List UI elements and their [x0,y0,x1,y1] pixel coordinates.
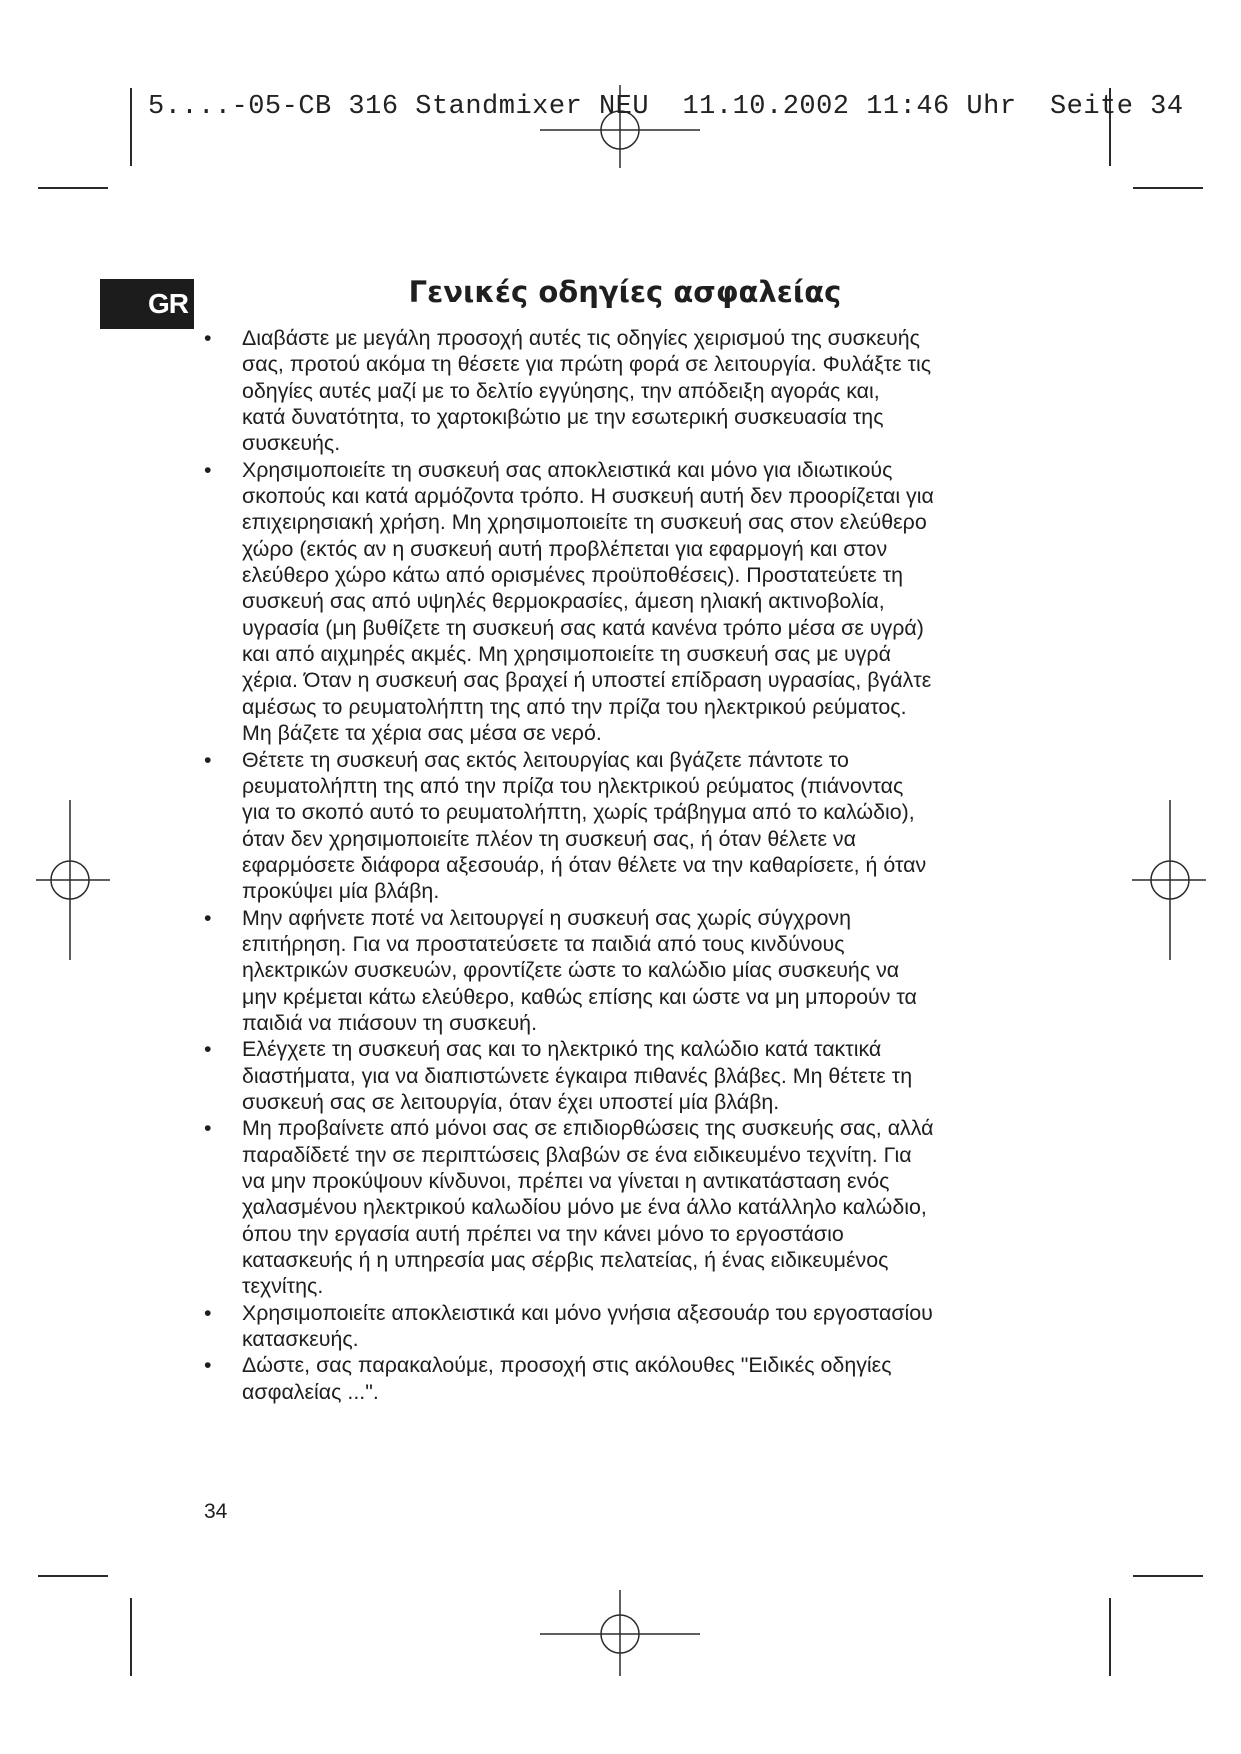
page-title: Γενικές οδηγίες ασφαλείας [408,275,842,309]
list-item-line: Μη βάζετε τα χέρια σας μέσα σε νερό. [242,721,602,746]
list-item-line: Μη προβαίνετε από μόνοι σας σε επιδιορθώσεις της συσκευής σας, αλλά [242,1116,934,1141]
list-item-line: εφαρμόσετε διάφορα αξεσουάρ, ή όταν θέλετε να την καθαρίσετε, ή όταν [242,852,927,877]
list-item-line: ελεύθερο χώρο κάτω από ορισμένες προϋποθέσεις). Προστατεύετε τη [242,563,904,588]
list-item-line: για το σκοπό αυτό το ρευματολήπτη, χωρίς τράβηγμα από το καλώδιο), [242,800,915,825]
list-item-line: επιτήρηση. Για να προστατεύσετε τα παιδιά από τους κινδύνους [242,931,845,956]
list-item-line: συσκευή σας σε λειτουργία, όταν έχει υποστεί μία βλάβη. [242,1089,780,1114]
bullet-dot: • [204,326,212,350]
list-item-line: χαλασμένου ηλεκτρικού καλωδίου μόνο με ένα άλλο κατάλληλο καλώδιο, [242,1195,927,1220]
list-item-line: οδηγίες αυτές μαζί με το δελτίο εγγύησης, την απόδειξη αγοράς και, [242,378,880,403]
list-item [204,457,1084,747]
list-item-line: χέρια. Όταν η συσκευή σας βραχεί ή υποστεί επίδραση υγρασίας, βγάλτε [242,668,932,693]
list-item [204,1115,1084,1299]
list-item-line: και από αιχμηρές ακμές. Μη χρησιμοποιείτε τη συσκευή σας με υγρά [242,642,891,667]
list-item-line: Μην αφήνετε ποτέ να λειτουργεί η συσκευή σας χωρίς σύγχρονη [242,905,851,930]
list-item-line: Δώστε, σας παρακαλούμε, προσοχή στις ακόλουθες "Ειδικές οδηγίες [242,1353,892,1378]
list-item-line: Ελέγχετε τη συσκευή σας και το ηλεκτρικό της καλώδιο κατά τακτικά [242,1037,882,1062]
list-item-line: ηλεκτρικών συσκευών, φροντίζετε ώστε το καλώδιο μίας συσκευής να [242,958,900,983]
list-item-line: ασφαλείας ...". [242,1379,379,1404]
list-item [204,325,1084,457]
list-item-line: παιδιά να πιάσουν τη συσκευή. [242,1010,538,1035]
print-header-line: 5....-05-CB 316 Standmixer NEU 11.10.2002 11:46 Uhr Seite 34 [148,92,1184,122]
list-item-line: κατασκευής ή η υπηρεσία μας σέρβις πελατείας, ή ένας ειδικευμένος [242,1248,889,1273]
page-number: 34 [204,1500,228,1523]
list-item-line: ρευματολήπτη της από την πρίζα του ηλεκτρικού ρεύματος (πιάνοντας [242,773,904,798]
language-tab: GR [100,279,194,329]
list-item [204,905,1084,1037]
list-item-line: χώρο (εκτός αν η συσκευή αυτή προβλέπεται για εφαρμογή και στον [242,536,888,561]
list-item-line: παραδίδετέ την σε περιπτώσεις βλαβών σε ένα ειδικευμένο τεχνίτη. Για [242,1142,912,1167]
list-item-line: υγρασία (μη βυθίζετε τη συσκευή σας κατά κανένα τρόπο μέσα σε υγρά) [242,615,924,640]
bullet-dot: • [204,1116,212,1141]
list-item-line: επιχειρησιακή χρήση. Μη χρησιμοποιείτε τη συσκευή σας στον ελεύθερο [242,510,927,535]
list-item-line: κατά δυνατότητα, το χαρτοκιβώτιο με την εσωτερική συσκευασία της [242,405,884,430]
bullet-dot: • [204,1353,212,1378]
list-item-line: αμέσως το ρευματολήπτη της από την πρίζα του ηλεκτρικού ρεύματος. [242,694,907,719]
bullet-dot: • [204,457,212,482]
list-item [204,1352,1084,1405]
bullet-dot: • [204,1300,212,1325]
registration-mark-bottom [540,1590,700,1676]
registration-mark-right [1132,800,1206,960]
list-item-line: προκύψει μία βλάβη. [242,879,440,904]
list-item-line: Διαβάστε με μεγάλη προσοχή αυτές τις οδηγίες χειρισμού της συσκευής [242,326,920,350]
bullet-dot: • [204,747,212,772]
list-item-line: διαστήματα, για να διαπιστώνετε έγκαιρα πιθανές βλάβες. Μη θέτετε τη [242,1063,913,1088]
list-item-line: συσκευή σας από υψηλές θερμοκρασίες, άμεση ηλιακή ακτινοβολία, [242,589,885,614]
list-item-line: συσκευής. [242,431,341,456]
list-item-line: κατασκευής. [242,1327,359,1352]
list-item-line: όταν δεν χρησιμοποιείτε πλέον τη συσκευή σας, ή όταν θέλετε να [242,826,856,851]
safety-instructions-list [204,325,1084,1405]
list-item-line: όπου την εργασία αυτή πρέπει να την κάνει μόνο το εργοστάσιο [242,1221,844,1246]
list-item-line: Χρησιμοποιείτε τη συσκευή σας αποκλειστικά και μόνο για ιδιωτικούς [242,457,893,482]
list-item [204,1036,1084,1115]
list-item [204,1300,1084,1353]
bullet-dot: • [204,905,212,930]
list-item-line: Χρησιμοποιείτε αποκλειστικά και μόνο γνήσια αξεσουάρ του εργοστασίου [242,1300,933,1325]
list-item-line: Θέτετε τη συσκευή σας εκτός λειτουργίας και βγάζετε πάντοτε το [242,747,849,772]
list-item-line: να μην προκύψουν κίνδυνοι, πρέπει να γίνεται η αντικατάσταση ενός [242,1169,890,1193]
bullet-dot: • [204,1037,212,1062]
list-item-line: τεχνίτης. [242,1274,324,1299]
list-item [204,747,1084,905]
registration-mark-left [36,800,110,960]
list-item-line: μην κρέμεται κάτω ελεύθερο, καθώς επίσης και ώστε να μη μπορούν τα [242,984,917,1009]
list-item-line: σας, προτού ακόμα τη θέσετε για πρώτη φορά σε λειτουργία. Φυλάξτε τις [242,352,932,377]
list-item-line: σκοπούς και κατά αρμόζοντα τρόπο. Η συσκευή αυτή δεν προορίζεται για [242,484,934,509]
